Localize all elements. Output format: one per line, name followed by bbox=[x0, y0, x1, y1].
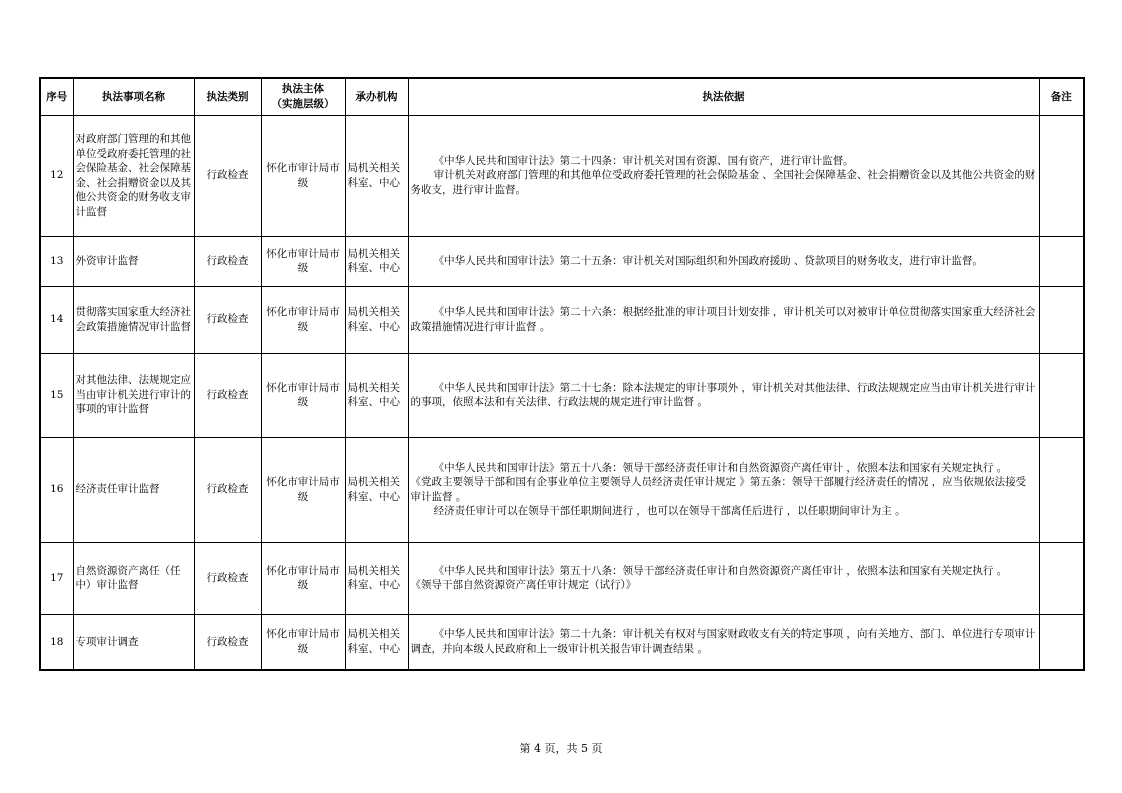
row-category: 行政检查 bbox=[194, 353, 261, 437]
header-item-name: 执法事项名称 bbox=[73, 78, 194, 115]
basis-paragraph: 《中华人民共和国审计法》第五十八条：领导干部经济责任审计和自然资源资产离任审计 ，依照本法和国家有关规定执行 。 bbox=[433, 461, 1008, 474]
row-basis bbox=[408, 236, 1039, 286]
table-row bbox=[40, 286, 1084, 353]
row-category: 行政检查 bbox=[194, 236, 261, 286]
enforcement-table bbox=[39, 77, 1085, 671]
row-basis bbox=[408, 542, 1039, 614]
header-subject bbox=[261, 78, 345, 115]
basis-paragraph: 《中华人民共和国审计法》第二十七条：除本法规定的审计事项外 ，审计机关对其他法律、行政法规规定应当由审计机关进行审计的事项，依照本法和有关法律、行政法规的规定进行审计监督 。 bbox=[410, 381, 1036, 408]
row-remark bbox=[1039, 236, 1084, 286]
row-no: 13 bbox=[40, 236, 73, 286]
row-remark bbox=[1039, 286, 1084, 353]
header-subject-line2: （实施层级） bbox=[271, 97, 335, 110]
basis-paragraph: 《领导干部自然资源资产离任审计规定（试行）》 bbox=[410, 579, 637, 591]
basis-paragraph: 《中华人民共和国审计法》第二十六条：根据经批准的审计项目计划安排 ，审计机关可以对被审计单位贯彻落实国家重大经济社会政策措施情况进行审计监督 。 bbox=[410, 306, 1036, 333]
row-no: 17 bbox=[40, 542, 73, 614]
row-category: 行政检查 bbox=[194, 286, 261, 353]
basis-paragraph: 经济责任审计可以在领导干部任职期间进行 ，也可以在领导干部离任后进行 ，以任职期间审计为主 。 bbox=[433, 505, 906, 517]
row-item-name: 专项审计调查 bbox=[73, 614, 194, 670]
row-category: 行政检查 bbox=[194, 115, 261, 236]
row-basis bbox=[408, 614, 1039, 670]
row-dept: 局机关相关科室、中心 bbox=[345, 286, 408, 353]
row-subject: 怀化市审计局市级 bbox=[261, 353, 345, 437]
row-dept: 局机关相关科室、中心 bbox=[345, 542, 408, 614]
row-item-name: 经济责任审计监督 bbox=[73, 437, 194, 542]
page-footer: 第 4 页，共 5 页 bbox=[519, 742, 603, 755]
row-subject: 怀化市审计局市级 bbox=[261, 236, 345, 286]
header-dept: 承办机构 bbox=[345, 78, 408, 115]
row-item-name: 对政府部门管理的和其他单位受政府委托管理的社会保险基金、社会保障基金、社会捐赠资金以及其他公共资金的财务收支审计监督 bbox=[73, 115, 194, 236]
basis-paragraph: 《中华人民共和国审计法》第二十五条：审计机关对国际组织和外国政府援助 、贷款项目的财务收支，进行审计监督。 bbox=[433, 254, 983, 267]
header-no: 序号 bbox=[40, 78, 73, 115]
row-dept: 局机关相关科室、中心 bbox=[345, 353, 408, 437]
row-remark bbox=[1039, 437, 1084, 542]
row-subject: 怀化市审计局市级 bbox=[261, 614, 345, 670]
table-row bbox=[40, 614, 1084, 670]
table-row bbox=[40, 236, 1084, 286]
row-basis bbox=[408, 437, 1039, 542]
row-no: 15 bbox=[40, 353, 73, 437]
row-category: 行政检查 bbox=[194, 542, 261, 614]
row-remark bbox=[1039, 353, 1084, 437]
table-row bbox=[40, 353, 1084, 437]
header-category: 执法类别 bbox=[194, 78, 261, 115]
row-item-name: 贯彻落实国家重大经济社会政策措施情况审计监督 bbox=[73, 286, 194, 353]
row-item-name: 外资审计监督 bbox=[73, 236, 194, 286]
row-remark bbox=[1039, 542, 1084, 614]
basis-paragraph: 《中华人民共和国审计法》第二十四条：审计机关对国有资源、国有资产，进行审计监督。 bbox=[433, 154, 854, 167]
header-basis: 执法依据 bbox=[408, 78, 1039, 115]
row-dept: 局机关相关科室、中心 bbox=[345, 614, 408, 670]
basis-paragraph: 审计机关对政府部门管理的和其他单位受政府委托管理的社会保险基金 、全国社会保障基金、社会捐赠资金以及其他公共资金的财务收支，进行审计监督。 bbox=[410, 169, 1036, 196]
row-no: 12 bbox=[40, 115, 73, 236]
row-category: 行政检查 bbox=[194, 437, 261, 542]
basis-paragraph: 《中华人民共和国审计法》第二十九条：审计机关有权对与国家财政收支有关的特定事项 ，向有关地方、部门、单位进行专项审计调查，并向本级人民政府和上一级审计机关报告审计调查结果 。 bbox=[410, 628, 1036, 655]
row-subject: 怀化市审计局市级 bbox=[261, 115, 345, 236]
row-remark bbox=[1039, 115, 1084, 236]
table-row bbox=[40, 115, 1084, 236]
row-dept: 局机关相关科室、中心 bbox=[345, 437, 408, 542]
row-remark bbox=[1039, 614, 1084, 670]
row-category: 行政检查 bbox=[194, 614, 261, 670]
row-item-name: 自然资源资产离任（任中）审计监督 bbox=[73, 542, 194, 614]
row-no: 16 bbox=[40, 437, 73, 542]
row-no: 18 bbox=[40, 614, 73, 670]
row-subject: 怀化市审计局市级 bbox=[261, 437, 345, 542]
table-row bbox=[40, 437, 1084, 542]
row-subject: 怀化市审计局市级 bbox=[261, 542, 345, 614]
table-row bbox=[40, 542, 1084, 614]
basis-paragraph: 《中华人民共和国审计法》第五十八条：领导干部经济责任审计和自然资源资产离任审计 ，依照本法和国家有关规定执行 。 bbox=[433, 564, 1008, 577]
row-basis bbox=[408, 286, 1039, 353]
row-basis bbox=[408, 115, 1039, 236]
basis-paragraph: 《党政主要领导干部和国有企事业单位主要领导人员经济责任审计规定 》第五条：领导干部履行经济责任的情况 ，应当依规依法接受审计监督 。 bbox=[410, 476, 1027, 503]
row-subject: 怀化市审计局市级 bbox=[261, 286, 345, 353]
header-row bbox=[40, 78, 1084, 115]
header-subject-line1: 执法主体 bbox=[282, 83, 324, 96]
header-remark: 备注 bbox=[1039, 78, 1084, 115]
row-no: 14 bbox=[40, 286, 73, 353]
row-dept: 局机关相关科室、中心 bbox=[345, 236, 408, 286]
row-dept: 局机关相关科室、中心 bbox=[345, 115, 408, 236]
row-basis bbox=[408, 353, 1039, 437]
row-item-name: 对其他法律、法规规定应当由审计机关进行审计的事项的审计监督 bbox=[73, 353, 194, 437]
